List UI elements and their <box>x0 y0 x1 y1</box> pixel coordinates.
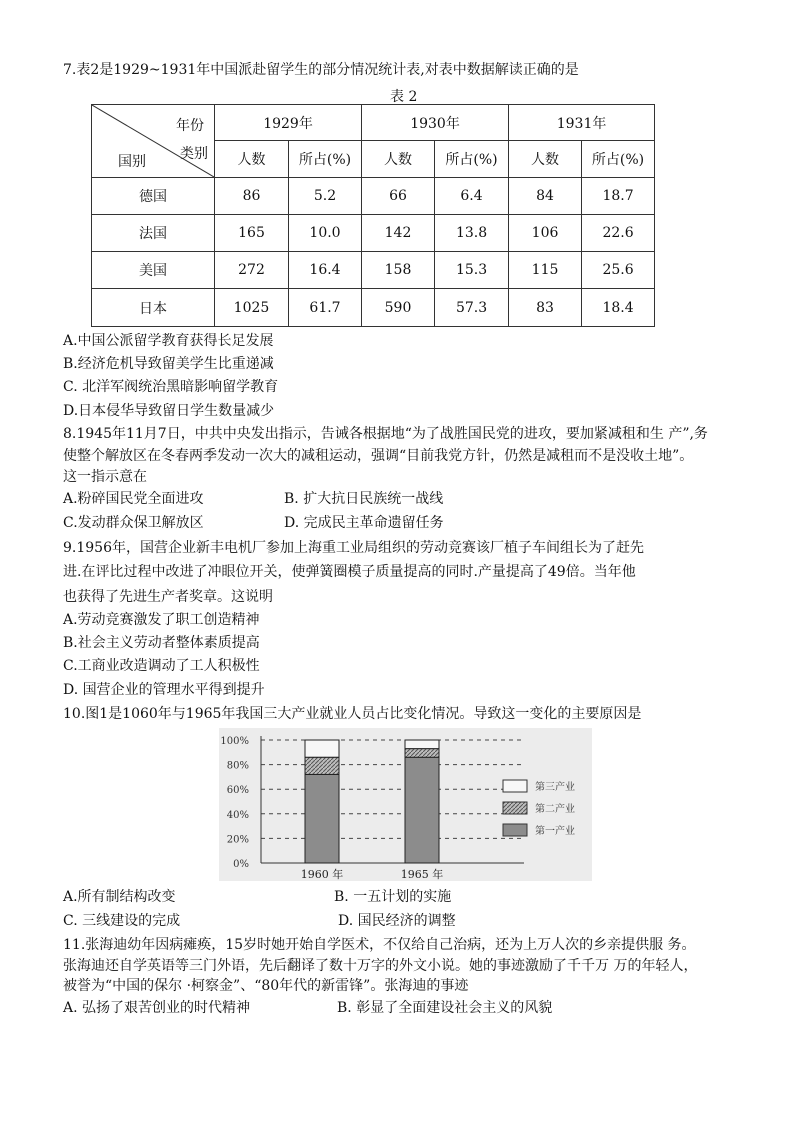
x-tick-label: 1965 年 <box>400 868 444 881</box>
q10-option-d: D. 国民经济的调整 <box>338 913 456 929</box>
y-tick-label: 80% <box>226 760 249 772</box>
sub-header: 所占(%) <box>289 141 362 178</box>
x-tick-label: 1960 年 <box>300 868 344 881</box>
bar-segment <box>305 757 339 774</box>
year-header: 1930年 <box>362 105 509 141</box>
corner-country-label: 国别 <box>118 154 146 170</box>
table-row <box>92 178 655 215</box>
q11-option-b: B. 彰显了全面建设社会主义的风貌 <box>337 1000 553 1016</box>
y-tick-label: 100% <box>220 736 249 747</box>
q10-option-b: B. 一五计划的实施 <box>334 889 452 905</box>
data-cell: 6.4 <box>435 178 509 215</box>
q8-option-a: A.粉碎国民党全面进攻 <box>63 491 204 507</box>
q10-stem: 10.图1是1060年与1965年我国三大产业就业人员占比变化情况。导致这一变化的主要原因是 <box>63 706 642 722</box>
sub-header: 人数 <box>362 141 435 178</box>
data-cell: 66 <box>362 178 435 215</box>
data-cell: 84 <box>509 178 582 215</box>
q7-option-d: D.日本侵华导致留日学生数量减少 <box>63 403 275 419</box>
q7-option-a: A.中国公派留学教育获得长足发展 <box>63 333 274 349</box>
legend-label: 第二产业 <box>535 804 575 815</box>
data-cell: 22.6 <box>582 215 655 252</box>
sub-header: 所占(%) <box>435 141 509 178</box>
data-cell: 86 <box>215 178 289 215</box>
data-cell: 5.2 <box>289 178 362 215</box>
q9-option-a: A.劳动竞赛激发了职工创造精神 <box>63 612 260 628</box>
q7-option-b: B.经济危机导致留美学生比重递减 <box>63 356 274 372</box>
legend-label: 第一产业 <box>535 826 575 837</box>
y-tick-label: 20% <box>226 834 249 846</box>
q9-stem-line: 也获得了先进生产者奖章。这说明 <box>63 589 273 605</box>
data-cell: 18.7 <box>582 178 655 215</box>
legend-swatch <box>503 780 527 792</box>
q8-option-d: D. 完成民主革命遗留任务 <box>284 515 444 531</box>
q11-stem-line: 11.张海迪幼年因病瘫痪，15岁时她开始自学医术，不仅给自己治病，还为上万人次的乡亲提供服 务。 <box>63 937 696 953</box>
q8-option-c: C.发动群众保卫解放区 <box>63 515 204 531</box>
data-cell: 25.6 <box>582 252 655 289</box>
table-corner-header <box>92 105 215 178</box>
bar-segment <box>405 749 439 758</box>
table-2 <box>91 104 655 327</box>
sub-header: 人数 <box>215 141 289 178</box>
data-cell: 13.8 <box>435 215 509 252</box>
country-cell: 德国 <box>92 178 215 215</box>
employment-structure-chart <box>219 728 592 881</box>
data-cell: 158 <box>362 252 435 289</box>
data-cell: 115 <box>509 252 582 289</box>
data-cell: 165 <box>215 215 289 252</box>
q7-option-c: C. 北洋军阀统治黑暗影响留学教育 <box>63 379 279 395</box>
q8-stem-line: 8.1945年11月7日，中共中央发出指示，告诫各根据地“为了战胜国民党的进攻，要加紧减租和生 产”,务 <box>63 426 708 442</box>
q9-option-b: B.社会主义劳动者整体素质提高 <box>63 635 260 651</box>
sub-header: 所占(%) <box>582 141 655 178</box>
data-cell: 10.0 <box>289 215 362 252</box>
country-cell: 美国 <box>92 252 215 289</box>
data-cell: 106 <box>509 215 582 252</box>
data-cell: 18.4 <box>582 289 655 327</box>
data-cell: 83 <box>509 289 582 327</box>
table-row <box>92 252 655 289</box>
y-tick-label: 40% <box>226 809 249 821</box>
q10-option-c: C. 三线建设的完成 <box>63 913 181 929</box>
y-tick-label: 60% <box>226 785 249 797</box>
q8-stem-line: 这一指示意在 <box>63 469 147 485</box>
data-cell: 142 <box>362 215 435 252</box>
bar-segment <box>305 740 339 757</box>
table-caption: 表 2 <box>390 89 418 105</box>
data-cell: 272 <box>215 252 289 289</box>
bar-segment <box>405 757 439 863</box>
q7-stem: 7.表2是1929~1931年中国派赴留学生的部分情况统计表,对表中数据解读正确的是 <box>63 62 579 78</box>
q8-option-b: B. 扩大抗日民族统一战线 <box>284 491 444 507</box>
year-header: 1929年 <box>215 105 362 141</box>
corner-year-label: 年份 <box>176 118 204 134</box>
table-row <box>92 215 655 252</box>
q10-option-a: A.所有制结构改变 <box>63 889 176 905</box>
q8-stem-line: 使整个解放区在冬春两季发动一次大的减租运动，强调“目前我党方针，仍然是减租而不是没收土地”。 <box>63 448 694 464</box>
year-header: 1931年 <box>509 105 655 141</box>
legend-swatch <box>503 802 527 814</box>
q11-option-a: A. 弘扬了艰苦创业的时代精神 <box>63 1000 251 1016</box>
q11-stem-line: 被誉为“中国的保尔 ·柯察金”、“80年代的新雷锋”。张海迪的事迹 <box>63 978 469 994</box>
corner-category-label: 类别 <box>180 146 208 162</box>
data-cell: 57.3 <box>435 289 509 327</box>
data-cell: 1025 <box>215 289 289 327</box>
data-cell: 61.7 <box>289 289 362 327</box>
bar-segment <box>405 740 439 749</box>
data-cell: 16.4 <box>289 252 362 289</box>
q9-option-d: D. 国营企业的管理水平得到提升 <box>63 682 265 698</box>
data-cell: 590 <box>362 289 435 327</box>
country-cell: 法国 <box>92 215 215 252</box>
legend-label: 第三产业 <box>535 782 575 793</box>
sub-header: 人数 <box>509 141 582 178</box>
bar-segment <box>305 774 339 863</box>
y-tick-label: 0% <box>233 859 249 870</box>
q9-stem-line: 进.在评比过程中改进了冲眼位开关，使弹簧圈模子质量提高的同时.产量提高了49倍。当年他 <box>63 564 636 580</box>
chart-svg <box>219 728 592 881</box>
data-cell: 15.3 <box>435 252 509 289</box>
q9-stem-line: 9.1956年，国营企业新丰电机厂参加上海重工业局组织的劳动竞赛该厂植子车间组长为了赶先 <box>63 540 644 556</box>
country-cell: 日本 <box>92 289 215 327</box>
table-row <box>92 289 655 327</box>
q9-option-c: C.工商业改造调动了工人积极性 <box>63 658 260 674</box>
q11-stem-line: 张海迪还自学英语等三门外语，先后翻译了数十万字的外文小说。她的事迹激励了千千万 万的年轻人， <box>63 958 698 974</box>
legend-swatch <box>503 824 527 836</box>
